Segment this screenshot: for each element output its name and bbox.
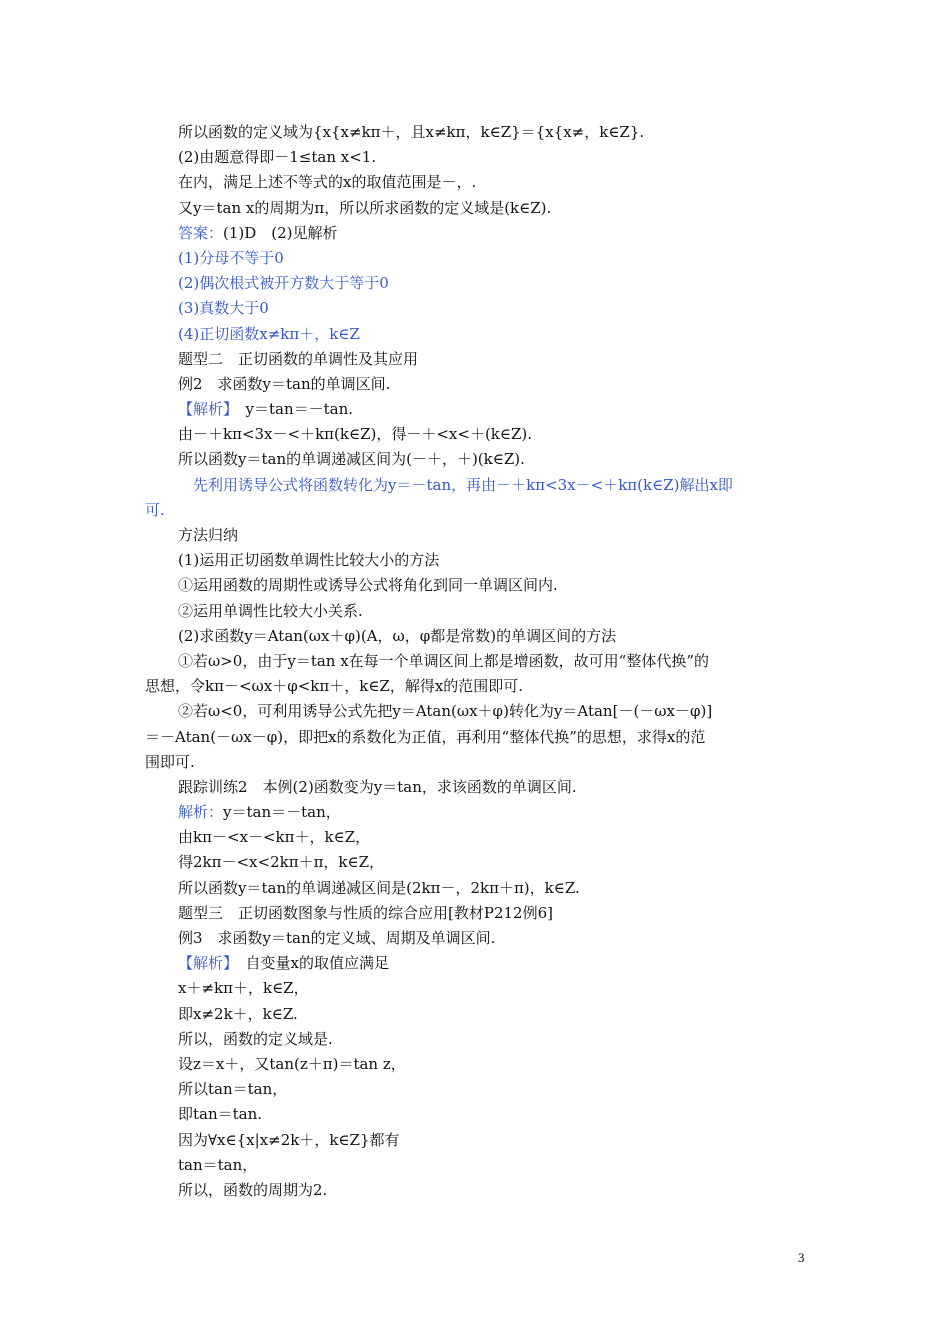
text-line: 题型三 正切函数图象与性质的综合应用[教材P212例6] <box>178 903 553 922</box>
text-line: ＝－Atan(－ωx－φ)，即把x的系数化为正值，再利用“整体代换”的思想，求得x的范 <box>145 727 706 746</box>
text-line: 例2 求函数y＝tan的单调区间. <box>178 374 391 393</box>
text-line: 即tan＝tan. <box>178 1105 263 1124</box>
text-line: (1)运用正切函数单调性比较大小的方法 <box>178 551 440 570</box>
text-line: 例3 求函数y＝tan的定义域、周期及单调区间. <box>178 929 496 947</box>
text-line: (2)偶次根式被开方数大于等于0 <box>178 274 389 293</box>
text-line: 所以函数的定义域为{x{x≠kπ＋，且x≠kπ，k∈Z}＝{x{x≠，k∈Z}. <box>178 123 645 141</box>
text-line: (2)由题意得即－1≤tan x<1. <box>178 148 377 167</box>
text-line: (1)分母不等于0 <box>178 248 284 267</box>
section-label: 【解析】 <box>178 400 231 419</box>
text-line: 方法归纳 <box>178 526 239 544</box>
text-line: 所以函数y＝tan的单调递减区间是(2kπ－，2kπ＋π)，k∈Z. <box>178 878 580 897</box>
text-line: 先利用诱导公式将函数转化为y＝－tan，再由－＋kπ<3x－<＋kπ(k∈Z)解出x即 <box>193 475 733 494</box>
text-line: ②若ω<0，可利用诱导公式先把y＝Atan(ωx＋φ)转化为y＝Atan[－(－ωx－φ)] <box>178 702 713 721</box>
text-line: 因为∀x∈{x|x≠2k＋，k∈Z}都有 <box>178 1130 400 1149</box>
text-line: 【解析】 y＝tan＝－tan. <box>178 400 354 419</box>
text-line: 可. <box>145 500 165 519</box>
text-line: 围即可. <box>145 752 195 771</box>
text-line: (4)正切函数x≠kπ＋，k∈Z <box>178 324 360 343</box>
text-line: (2)求函数y＝Atan(ωx＋φ)(A，ω，φ都是常数)的单调区间的方法 <box>178 626 617 645</box>
section-label: 【解析】 <box>178 954 231 973</box>
text-line: ②运用单调性比较大小关系. <box>178 601 363 620</box>
text-line: 得2kπ－<x<2kπ＋π，k∈Z， <box>178 853 385 872</box>
text-line: 又y＝tan x的周期为π，所以所求函数的定义域是(k∈Z). <box>178 198 552 217</box>
section-label: 答案： <box>178 223 224 242</box>
text-body <box>145 120 810 1203</box>
text-line: 答案：(1)D (2)见解析 <box>178 223 338 242</box>
text-line: 所以，函数的周期为2. <box>178 1180 328 1199</box>
text-line: (3)真数大于0 <box>178 299 269 318</box>
text-line: ①若ω>0，由于y＝tan x在每一个单调区间上都是增函数，故可用“整体代换”的 <box>178 651 710 670</box>
text-line: x＋≠kπ＋，k∈Z， <box>178 979 309 998</box>
text-line: 由kπ－<x－<kπ＋，k∈Z， <box>178 828 371 847</box>
text-line: 思想，令kπ－<ωx＋φ<kπ＋，k∈Z，解得x的范围即可. <box>145 677 524 696</box>
text-line: 在内，满足上述不等式的x的取值范围是－，. <box>178 173 477 192</box>
section-label: 解析： <box>178 803 224 822</box>
page-number: 3 <box>798 1250 805 1265</box>
text-line: 跟踪训练2 本例(2)函数变为y＝tan，求该函数的单调区间. <box>178 777 577 796</box>
text-line: tan＝tan， <box>178 1155 258 1174</box>
text-line: 即x≠2k＋，k∈Z. <box>178 1004 298 1023</box>
text-line: 设z＝x＋，又tan(z＋π)＝tan z， <box>178 1054 406 1073</box>
text-line: 所以，函数的定义域是. <box>178 1029 333 1048</box>
text-line: ①运用函数的周期性或诱导公式将角化到同一单调区间内. <box>178 576 558 595</box>
text-line: 由－＋kπ<3x－<＋kπ(k∈Z)，得－＋<x<＋(k∈Z). <box>178 425 533 444</box>
text-line: 【解析】 自变量x的取值应满足 <box>178 954 389 973</box>
text-line: 所以函数y＝tan的单调递减区间为(－＋，＋)(k∈Z). <box>178 450 525 469</box>
text-line: 所以tan＝tan， <box>178 1080 288 1099</box>
text-line: 解析：y＝tan＝－tan， <box>178 803 341 822</box>
text-line: 题型二 正切函数的单调性及其应用 <box>178 349 419 368</box>
